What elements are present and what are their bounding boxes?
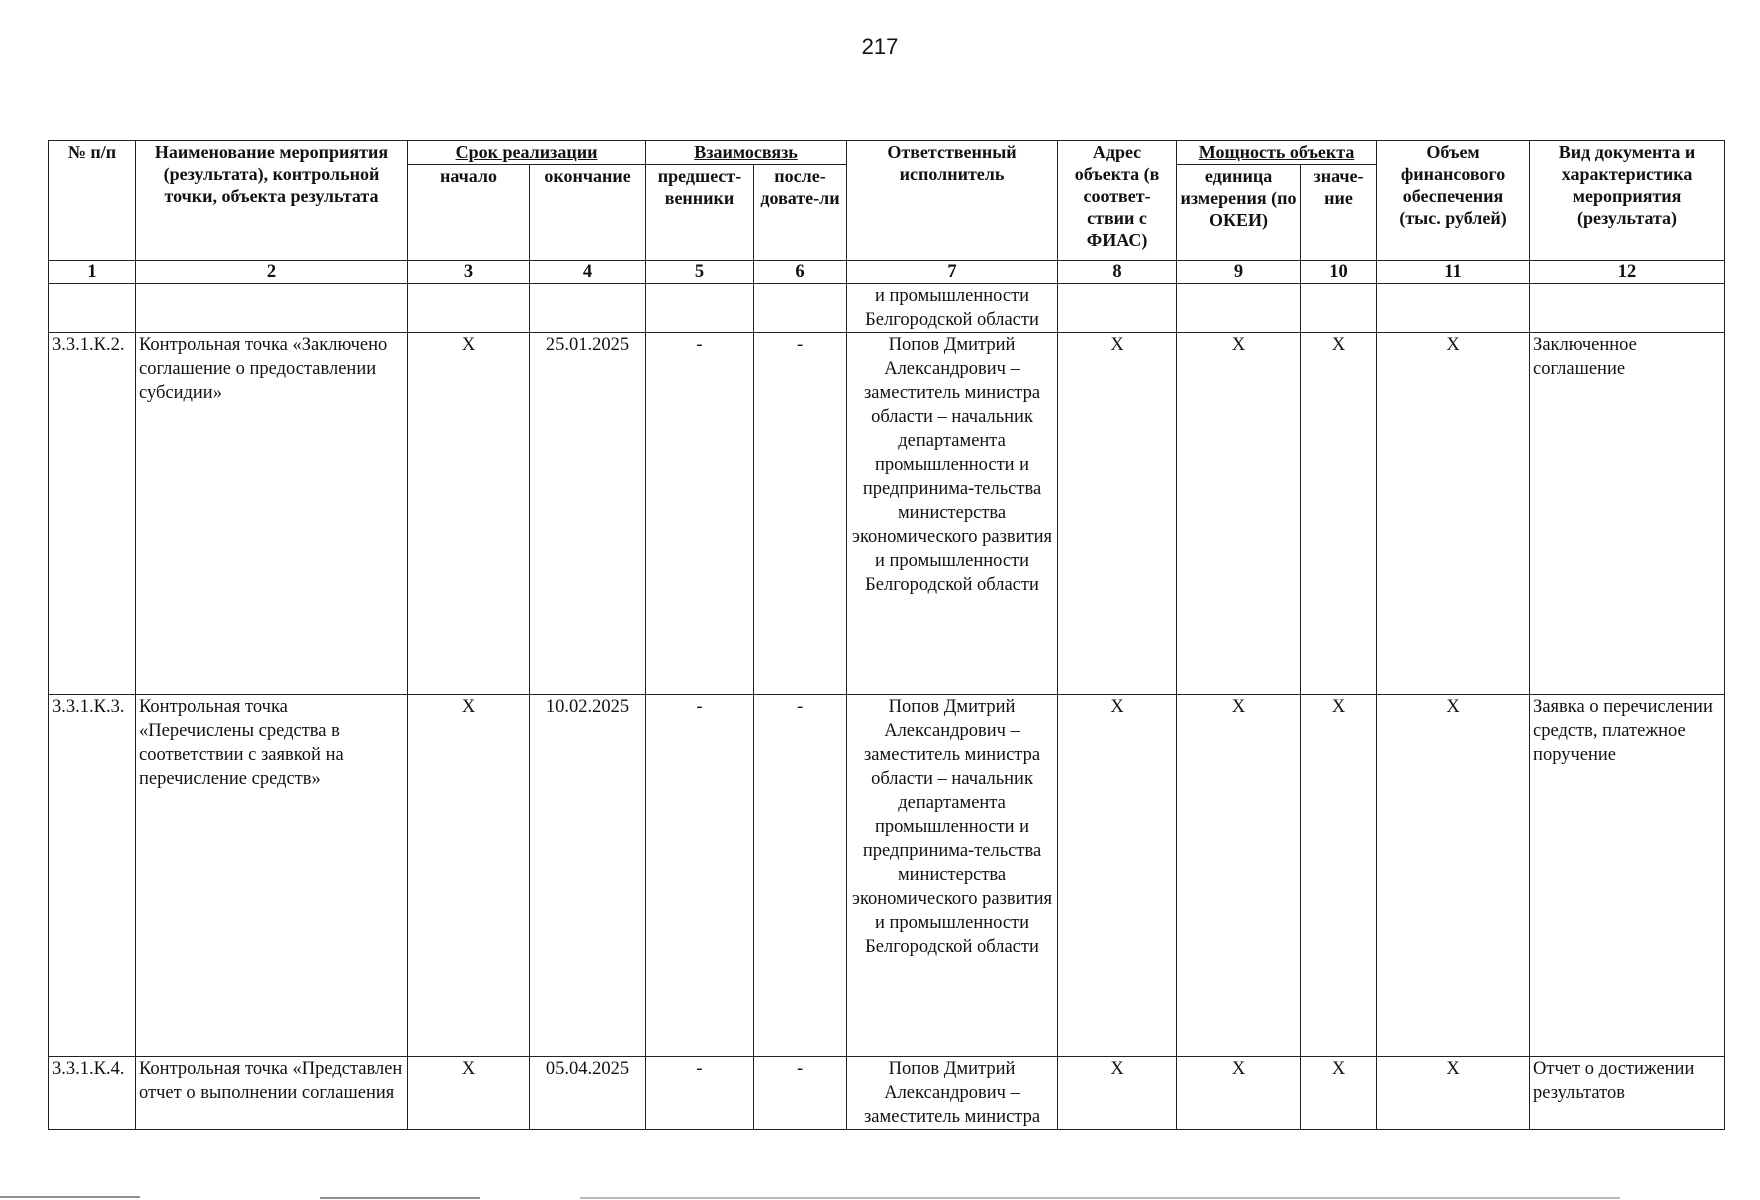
- row-unit: Х: [1177, 333, 1301, 695]
- row-num: 3.3.1.К.2.: [49, 333, 136, 695]
- row-value: Х: [1301, 1057, 1377, 1130]
- row-start: Х: [408, 695, 530, 1057]
- row-unit: Х: [1177, 695, 1301, 1057]
- row-prev: -: [646, 695, 754, 1057]
- header-doc: Вид документа и характеристика мероприятия (результата): [1530, 141, 1725, 261]
- row-address: Х: [1058, 1057, 1177, 1130]
- header-link-group: Взаимосвязь: [646, 141, 847, 165]
- header-unit: единица измерения (по ОКЕИ): [1177, 165, 1301, 261]
- column-number: 3: [408, 261, 530, 284]
- header-term-start: начало: [408, 165, 530, 261]
- column-numbers-row: [49, 261, 1725, 284]
- row-executor: Попов Дмитрий Александрович – заместитель министра области – начальник департамента промышленности и предпринима-тельства министерства экономического развития и промышленности Белгородской области: [847, 695, 1058, 1057]
- header-name: Наименование мероприятия (результата), контрольной точки, объекта результата: [136, 141, 408, 261]
- row-name: Контрольная точка «Представлен отчет о выполнении соглашения: [136, 1057, 408, 1130]
- row-end: 05.04.2025: [530, 1057, 646, 1130]
- row-num: 3.3.1.К.3.: [49, 695, 136, 1057]
- row-start: Х: [408, 1057, 530, 1130]
- scan-artifact-line: [320, 1197, 480, 1199]
- header-num: № п/п: [49, 141, 136, 261]
- header-term-end: окончание: [530, 165, 646, 261]
- row-doc: Заявка о перечислении средств, платежное поручение: [1530, 695, 1725, 1057]
- row-executor: Попов Дмитрий Александрович – заместитель министра области – начальник департамента промышленности и предпринима-тельства министерства экономического развития и промышленности Белгородской области: [847, 333, 1058, 695]
- row-value: Х: [1301, 695, 1377, 1057]
- scan-artifact-line: [580, 1197, 1620, 1199]
- row-unit: Х: [1177, 1057, 1301, 1130]
- column-number: 4: [530, 261, 646, 284]
- header-link-next: после-довате-ли: [754, 165, 847, 261]
- row-start: Х: [408, 333, 530, 695]
- row-next: -: [754, 695, 847, 1057]
- row-doc: Отчет о достижении результатов: [1530, 1057, 1725, 1130]
- row-num: 3.3.1.К.4.: [49, 1057, 136, 1130]
- row-address: Х: [1058, 333, 1177, 695]
- row-name: Контрольная точка «Заключено соглашение о предоставлении субсидии»: [136, 333, 408, 695]
- row-name: Контрольная точка «Перечислены средства в соответствии с заявкой на перечисление средств»: [136, 695, 408, 1057]
- column-number: 6: [754, 261, 847, 284]
- column-number: 7: [847, 261, 1058, 284]
- table-row: [49, 695, 1725, 1057]
- row-end: 10.02.2025: [530, 695, 646, 1057]
- header-power-group: Мощность объекта: [1177, 141, 1377, 165]
- continuation-row: [49, 284, 1725, 333]
- row-finance: Х: [1377, 1057, 1530, 1130]
- column-number: 11: [1377, 261, 1530, 284]
- column-number: 5: [646, 261, 754, 284]
- row-executor: Попов Дмитрий Александрович – заместитель министра: [847, 1057, 1058, 1130]
- column-number: 1: [49, 261, 136, 284]
- column-number: 12: [1530, 261, 1725, 284]
- page-number: 217: [861, 34, 899, 59]
- column-number: 2: [136, 261, 408, 284]
- header-address: Адрес объекта (в соответ-ствии с ФИАС): [1058, 141, 1177, 261]
- row-prev: -: [646, 333, 754, 695]
- table-header: [49, 141, 1725, 284]
- scan-artifact-line: [0, 1196, 140, 1198]
- header-executor: Ответственный исполнитель: [847, 141, 1058, 261]
- executor-cell: и промышленности Белгородской области: [847, 284, 1058, 333]
- row-doc: Заключенное соглашение: [1530, 333, 1725, 695]
- column-number: 9: [1177, 261, 1301, 284]
- table-row: [49, 1057, 1725, 1130]
- row-finance: Х: [1377, 333, 1530, 695]
- row-prev: -: [646, 1057, 754, 1130]
- row-address: Х: [1058, 695, 1177, 1057]
- column-number: 8: [1058, 261, 1177, 284]
- row-finance: Х: [1377, 695, 1530, 1057]
- header-finance: Объем финансового обеспечения (тыс. рублей): [1377, 141, 1530, 261]
- row-value: Х: [1301, 333, 1377, 695]
- header-term-group: Срок реализации: [408, 141, 646, 165]
- column-number: 10: [1301, 261, 1377, 284]
- table-row: [49, 333, 1725, 695]
- row-end: 25.01.2025: [530, 333, 646, 695]
- header-value: значе-ние: [1301, 165, 1377, 261]
- events-table: [48, 140, 1725, 1130]
- header-link-prev: предшест-венники: [646, 165, 754, 261]
- row-next: -: [754, 1057, 847, 1130]
- row-next: -: [754, 333, 847, 695]
